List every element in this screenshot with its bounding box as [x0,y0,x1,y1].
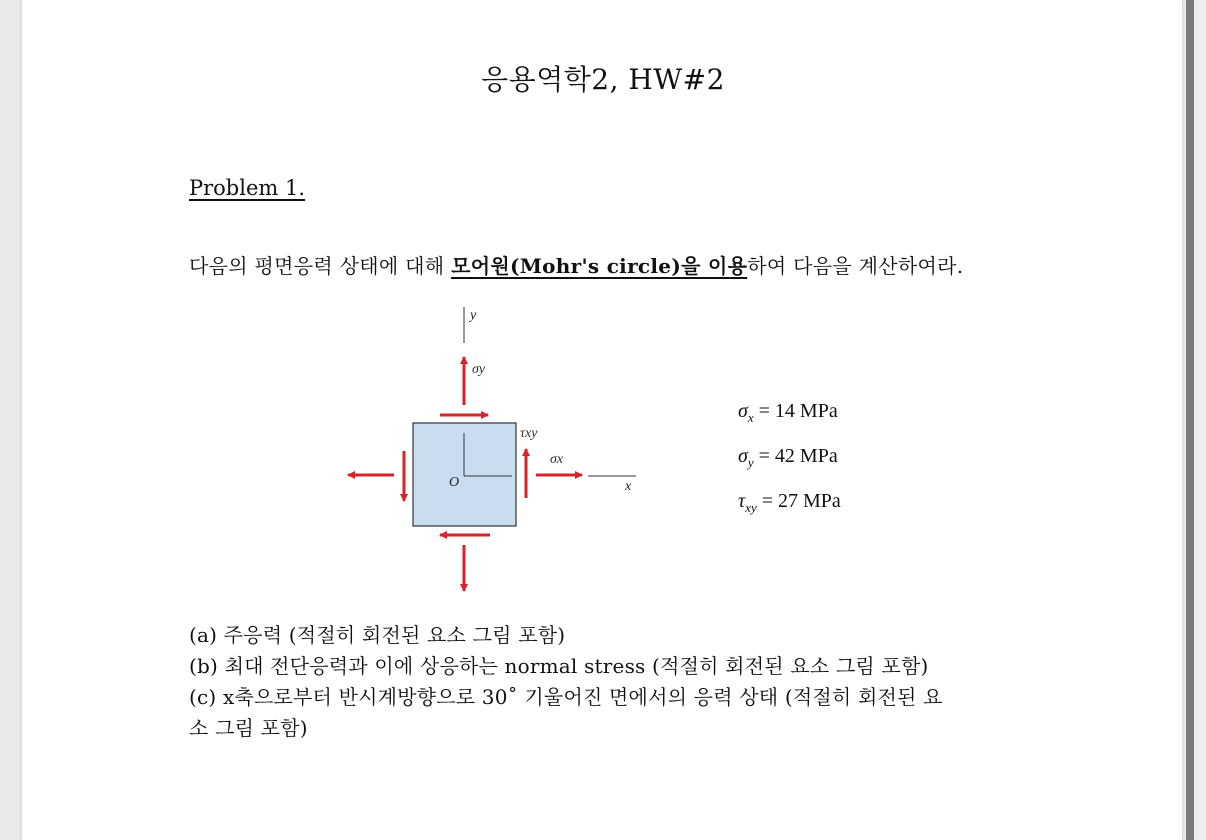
value-sigma-y: $\sigma_y = 42$ MPa [738,445,838,470]
origin-label: O [449,475,460,490]
window-edge [1194,0,1206,840]
y-axis-label: y [470,308,477,323]
document-title: 응용역학2, HW#2 [481,63,725,96]
question-c: (c) x축으로부터 반시계방향으로 30˚ 기울어진 면에서의 응력 상태 (적절히 회전된 요 [189,685,943,709]
intro-emphasis: 모어원(Mohr's circle)을 이용 [451,254,748,278]
sigma-x-label: σx [550,452,564,467]
x-axis-label: x [625,479,632,494]
problem-heading: Problem 1. [189,176,306,200]
stress-element-figure [336,293,654,603]
question-list [189,620,1029,744]
intro-text-after: 하여 다음을 계산하여라. [747,254,964,278]
scrollbar[interactable] [1186,0,1194,840]
given-values [738,392,841,527]
question-a: (a) 주응력 (적절히 회전된 요소 그림 포함) [189,623,566,647]
value-tau-xy: $\tau_{xy} = 27$ MPa [738,490,841,515]
intro-text-before: 다음의 평면응력 상태에 대해 [189,254,452,278]
problem-intro [189,250,963,279]
tau-xy-label: τxy [520,426,538,441]
value-sigma-x: $\sigma_x = 14$ MPa [738,400,838,425]
question-c-continued: 소 그림 포함) [189,716,308,740]
sigma-y-label: σy [472,362,486,377]
question-b: (b) 최대 전단응력과 이에 상응하는 normal stress (적절히 회전된 요소 그림 포함) [189,654,929,678]
